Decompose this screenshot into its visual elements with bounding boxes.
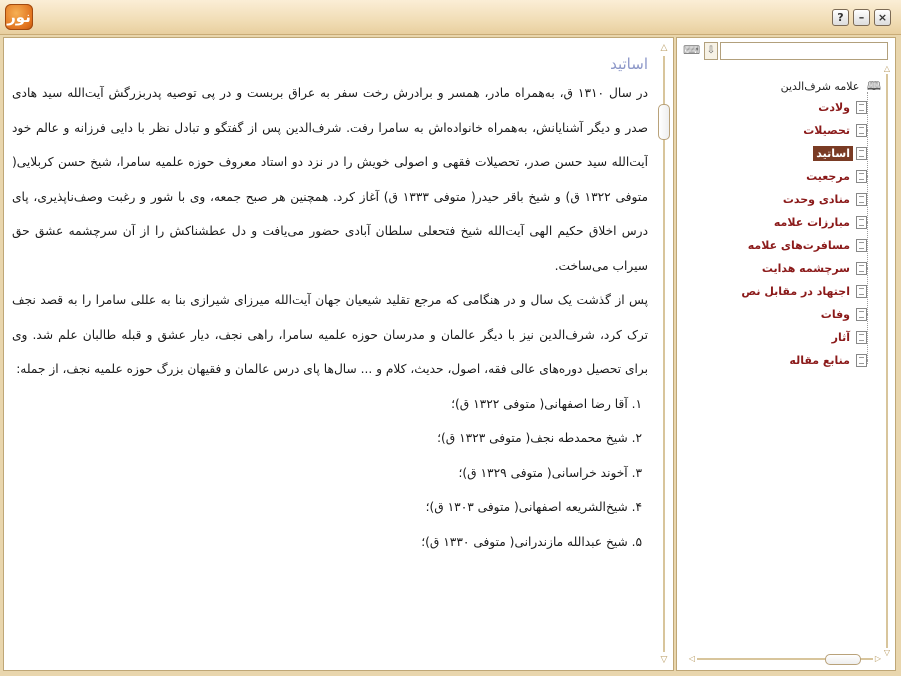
tree-item-label: سرچشمه هدایت: [761, 262, 850, 275]
tree-root-label: علامه شرف‌الدین: [780, 80, 860, 93]
tree-item[interactable]: [691, 188, 881, 211]
document-icon: [856, 216, 867, 229]
tree-item-label: مبارزات علامه: [773, 216, 850, 229]
search-button[interactable]: ⇩: [704, 42, 718, 60]
toc-tree: [691, 76, 881, 372]
scroll-thumb[interactable]: [658, 104, 670, 140]
document-icon: [856, 124, 867, 137]
tree-item-label: ولادت: [818, 101, 850, 114]
document-icon: [856, 331, 867, 344]
tree-item[interactable]: [691, 234, 881, 257]
keyboard-icon[interactable]: ⌨: [683, 43, 701, 57]
content-panel: [3, 37, 674, 671]
tree-item-selected[interactable]: [691, 142, 881, 165]
scroll-down-icon[interactable]: ▽: [660, 655, 668, 665]
tree-item-label: منابع مقاله: [789, 354, 850, 367]
document-icon: [856, 101, 867, 114]
book-icon: 🕮: [866, 79, 881, 93]
list-item: ۴. شیخ‌الشریعه اصفهانی( متوفی ۱۳۰۳ ق)؛: [425, 500, 642, 514]
tree-item-label: اجتهاد در مقابل نص: [741, 285, 850, 298]
minimize-button[interactable]: –: [853, 9, 870, 26]
tree-item[interactable]: [691, 119, 881, 142]
scroll-left-icon[interactable]: ◁: [688, 654, 696, 663]
search-input[interactable]: [720, 42, 888, 60]
document-icon: [856, 262, 867, 275]
tree-item[interactable]: [691, 303, 881, 326]
list-item: ۲. شیخ محمدطه نجف( متوفی ۱۳۲۳ ق)؛: [437, 431, 642, 445]
article: [12, 44, 648, 664]
tree-item-label: اساتید: [813, 146, 853, 161]
document-icon: [856, 308, 867, 321]
scroll-right-icon[interactable]: ▷: [874, 654, 882, 663]
tree-item-label: وفات: [820, 308, 850, 321]
page-title: اساتید: [610, 55, 648, 73]
tree-item-label: مسافرت‌های علامه: [747, 239, 850, 252]
sidebar: [676, 37, 896, 671]
list-item: ۵. شیخ عبدالله مازندرانی( متوفی ۱۳۳۰ ق)؛: [421, 534, 642, 549]
paragraph: در سال ۱۳۱۰ ق، به‌همراه مادر، همسر و برادرش رخت سفر به عراق بربست و در پی توصیه پدربزرگش آیت‌الله سید هادی صدر و دیگر آشنایانش، به‌همراه خانواده‌اش به سامرا رفت. شرف‌الدین پس از گفتگو و تبادل نظر با دایی فرزانه و عالم خود آیت‌الله سید حسن صدر، تحصیلات فقهی و اصولی خویش را در نزد دو استاد معروف حوزه علمیه سامرا، شیخ حسن کربلایی( متوفی ۱۳۲۲ ق) و شیخ باقر حیدر( متوفی ۱۳۳۳ ق) آغاز کرد. همچنین هر صبح جمعه، وی با شور و رغبت وصف‌ناپذیری، پای درس اخلاق حکیم الهی آیت‌الله شیخ فتحعلی سلطان آبادی حضور می‌یافت و دل عطشناکش را از آن سرچشمه عشق حق سیراب می‌ساخت.: [12, 86, 648, 273]
tree-item[interactable]: [691, 96, 881, 119]
tree-item[interactable]: [691, 280, 881, 303]
scroll-track[interactable]: [886, 74, 888, 648]
document-icon: [856, 354, 867, 367]
tree-item-label: تحصیلات: [803, 124, 850, 137]
tree-root[interactable]: [691, 76, 881, 96]
tree-item[interactable]: [691, 211, 881, 234]
title-bar: [0, 0, 901, 35]
document-icon: [856, 147, 867, 160]
tree-item-label: مرجعیت: [806, 170, 850, 183]
scroll-down-icon[interactable]: ▽: [883, 648, 891, 657]
list-item: ۱. آقا رضا اصفهانی( متوفی ۱۳۲۲ ق)؛: [451, 396, 642, 411]
document-icon: [856, 193, 867, 206]
scroll-up-icon[interactable]: △: [883, 64, 891, 73]
tree-item[interactable]: [691, 257, 881, 280]
scroll-track[interactable]: [663, 56, 665, 652]
help-button[interactable]: ?: [832, 9, 849, 26]
tree-item[interactable]: [691, 165, 881, 188]
document-icon: [856, 170, 867, 183]
tree-item-label: منادی وحدت: [782, 193, 850, 206]
close-button[interactable]: ×: [874, 9, 891, 26]
tree-item-label: آثار: [831, 331, 850, 344]
tree-item[interactable]: [691, 349, 881, 372]
list-item: ۳. آخوند خراسانی( متوفی ۱۳۲۹ ق)؛: [458, 465, 642, 480]
window-controls: [832, 9, 891, 26]
search-bar: [683, 42, 889, 60]
content-scrollbar[interactable]: [658, 42, 670, 666]
document-icon: [856, 285, 867, 298]
document-icon: [856, 239, 867, 252]
tree-item[interactable]: [691, 326, 881, 349]
scroll-up-icon[interactable]: △: [660, 43, 668, 53]
app-logo-icon: نور: [5, 4, 33, 30]
paragraph: پس از گذشت یک سال و در هنگامی که مرجع تقلید شیعیان جهان آیت‌الله میرزای شیرازی بنا به عللی سامرا را به قصد نجف ترک کرد، شرف‌الدین نیز با دیگر عالمان و مدرسان حوزه علمیه سامرا، راهی نجف، دیار عشق و قبله طالبان علم شد. وی برای تحصیل دوره‌های عالی فقه، اصول، حدیث، کلام و ... سال‌ها پای درس عالمان و فقیهان بزرگ حوزه علمیه نجف، از جمله:: [12, 293, 648, 376]
scroll-thumb[interactable]: [825, 654, 861, 665]
sidebar-horizontal-scrollbar[interactable]: [687, 654, 883, 664]
sidebar-scrollbar[interactable]: [882, 64, 892, 658]
